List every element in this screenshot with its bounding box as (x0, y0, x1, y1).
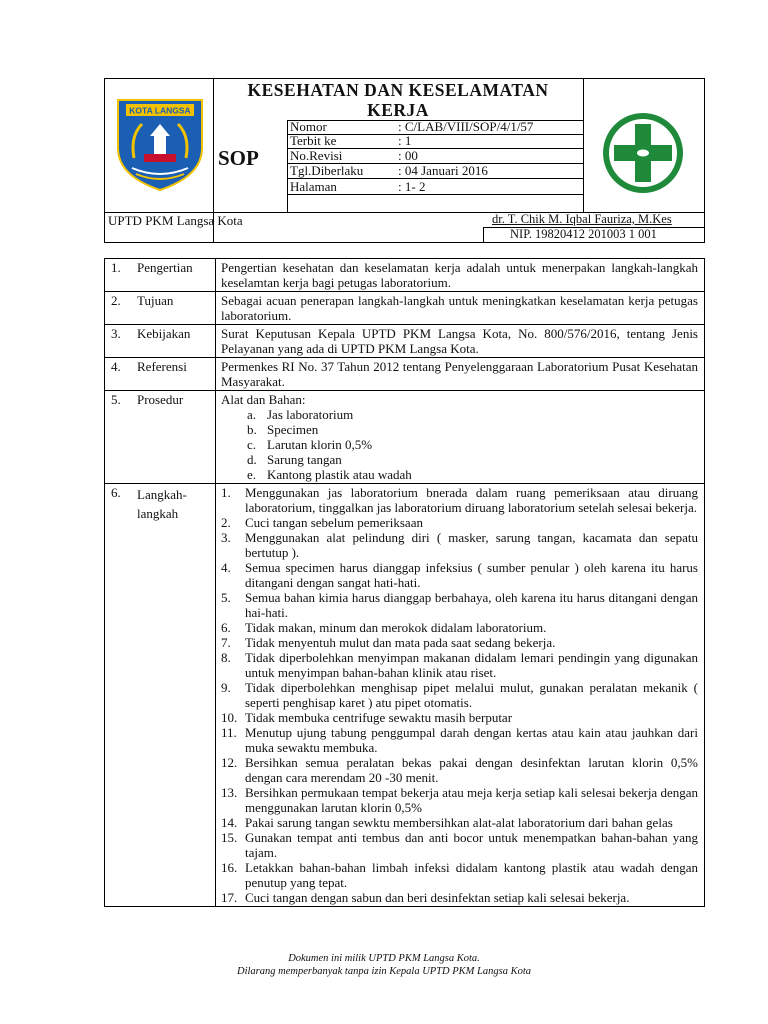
meta-row-tgl (288, 164, 583, 178)
row-referensi (105, 358, 704, 391)
footer-warning: Dilarang memperbanyak tanpa izin Kepala UPTD PKM Langsa Kota (237, 966, 531, 977)
step-number: 15. (221, 830, 238, 845)
row-label (105, 292, 216, 324)
item-text: Larutan klorin 0,5% (267, 437, 373, 452)
row-label-text: Pengertian (137, 260, 193, 275)
step-number: 10. (221, 710, 238, 725)
step-text: Bersihkan permukaan tempat bekerja atau meja kerja setiap kali selesai bekerja dengan menggunakan larutan klorin 0,5% (245, 785, 698, 815)
meta-key: Nomor (290, 119, 327, 134)
material-item (247, 407, 698, 422)
content-table (104, 258, 705, 907)
item-letter: d. (247, 452, 257, 467)
steps-list (221, 485, 698, 905)
row-label (105, 358, 216, 390)
step-text: Semua bahan kimia harus dianggap berbahaya, oleh karena itu harus ditangani dengan hai-hati. (245, 590, 698, 620)
step-number: 13. (221, 785, 238, 800)
row-label-text: Kebijakan (137, 326, 191, 341)
step-item (221, 755, 698, 785)
row-label-text: Prosedur (137, 392, 184, 407)
meta-row-terbit (288, 134, 583, 148)
unit-name: UPTD PKM Langsa Kota (108, 213, 243, 228)
row-number: 6. (111, 485, 121, 500)
item-text: Sarung tangan (267, 452, 342, 467)
step-number: 4. (221, 560, 231, 575)
step-number: 12. (221, 755, 238, 770)
material-item (247, 452, 698, 467)
step-item (221, 485, 698, 515)
sign-divider (483, 227, 484, 243)
item-text: Specimen (267, 422, 319, 437)
step-text: Menggunakan alat pelindung diri ( masker, sarung tangan, kacamata dan sepatu bertutup ). (245, 530, 698, 560)
step-item (221, 620, 698, 635)
step-number: 5. (221, 590, 231, 605)
row-number: 3. (111, 326, 121, 341)
step-number: 1. (221, 485, 231, 500)
step-text: Bersihkan semua peralatan bekas pakai dengan desinfektan larutan klorin 0,5% dengan cara merendam 20 -30 menit. (245, 755, 698, 785)
meta-value: : 00 (398, 148, 418, 163)
row-label (105, 325, 216, 357)
step-text: Tidak diperbolehkan menyimpan makanan didalam lemari pendingin yang digunakan untuk menyimpan bahan-bahan klinik atau riset. (245, 650, 698, 680)
meta-value: : 04 Januari 2016 (398, 163, 488, 178)
item-letter: b. (247, 422, 257, 437)
meta-key: Terbit ke (290, 133, 337, 148)
row-content: Pengertian kesehatan dan keselamatan kerja adalah untuk menerpakan langkah-langkah keselamtan kerja bagi petugas laboratorium. (221, 260, 698, 290)
step-number: 6. (221, 620, 231, 635)
step-item (221, 560, 698, 590)
item-text: Jas laboratorium (267, 407, 354, 422)
step-text: Tidak menyentuh mulut dan mata pada saat sedang bekerja. (245, 635, 556, 650)
step-text: Letakkan bahan-bahan limbah infeksi didalam kantong plastik atau wadah dengan penutup yang tepat. (245, 860, 698, 890)
row-content (216, 484, 704, 906)
meta-row-nomor (288, 120, 583, 134)
step-number: 2. (221, 515, 231, 530)
step-item (221, 815, 698, 830)
logo-label: KOTA LANGSA (129, 105, 191, 116)
item-letter: e. (247, 467, 257, 482)
meta-row-halaman (288, 180, 583, 194)
row-label-text: Langkah-langkah (137, 487, 187, 521)
row-content: Permenkes RI No. 37 Tahun 2012 tentang Penyelenggaraan Laboratorium Pusat Kesehatan Masyarakat. (221, 359, 698, 389)
step-number: 11. (221, 725, 237, 740)
meta-value: : 1- 2 (398, 179, 426, 194)
row-label (105, 391, 216, 483)
meta-row-revisi (288, 149, 583, 163)
step-text: Semua specimen harus dianggap infeksius ( sumber penular ) oleh karena itu harus ditangani dengan sangat hati-hati. (245, 560, 698, 590)
step-item (221, 710, 698, 725)
step-number: 7. (221, 635, 231, 650)
step-item (221, 650, 698, 680)
step-item (221, 515, 698, 530)
meta-key: Tgl.Diberlaku (290, 163, 364, 178)
material-item (247, 467, 698, 482)
step-text: Gunakan tempat anti tembus dan anti bocor untuk menempatkan bahan-bahan yang tajam. (245, 830, 698, 860)
step-text: Tidak diperbolehkan menghisap pipet melalui mulut, gunakan peralatan mekanik ( seperti penghisap karet ) atu pipet otomatis. (245, 680, 698, 710)
step-text: Tidak membuka centrifuge sewaktu masih berputar (245, 710, 513, 725)
title-line-2: KERJA (367, 100, 429, 120)
row-number: 4. (111, 359, 121, 374)
step-item (221, 830, 698, 860)
step-number: 16. (221, 860, 238, 875)
sop-label: SOP (218, 146, 259, 170)
step-item (221, 890, 698, 905)
row-number: 1. (111, 260, 121, 275)
step-number: 9. (221, 680, 231, 695)
step-number: 3. (221, 530, 231, 545)
signer-name: dr. T. Chik M. Iqbal Fauriza, M.Kes (492, 212, 672, 226)
item-letter: c. (247, 437, 257, 452)
row-content (216, 391, 704, 483)
step-text: Cuci tangan sebelum pemeriksaan (245, 515, 423, 530)
step-text: Cuci tangan dengan sabun dan beri desinfektan setiap kali selesai bekerja. (245, 890, 630, 905)
row-label-text: Referensi (137, 359, 187, 374)
material-item (247, 422, 698, 437)
step-item (221, 590, 698, 620)
row-content: Surat Keputusan Kepala UPTD PKM Langsa Kota, No. 800/576/2016, tentang Jenis Pelayanan yang ada di UPTD PKM Langsa Kota. (221, 326, 698, 356)
step-text: Pakai sarung tangan sewktu membersihkan alat-alat laboratorium dari bahan gelas (245, 815, 673, 830)
step-item (221, 530, 698, 560)
step-item (221, 785, 698, 815)
item-letter: a. (247, 407, 257, 422)
step-number: 14. (221, 815, 238, 830)
meta-value: : 1 (398, 133, 412, 148)
step-item (221, 635, 698, 650)
row-langkah (105, 484, 704, 906)
header-divider-right (583, 78, 584, 213)
step-item (221, 725, 698, 755)
meta-key: Halaman (290, 179, 337, 194)
row-label-text: Tujuan (137, 293, 174, 308)
row-number: 5. (111, 392, 121, 407)
signer-nip: NIP. 19820412 201003 1 001 (510, 227, 657, 241)
step-item (221, 680, 698, 710)
row-kebijakan (105, 325, 704, 358)
row-content: Sebagai acuan penerapan langkah-langkah untuk meningkatkan keselamatan kerja petugas laboratorium. (221, 293, 698, 323)
row-prosedur (105, 391, 704, 484)
title-line-1: KESEHATAN DAN KESELAMATAN (247, 80, 549, 100)
meta-line-5 (287, 194, 583, 195)
item-text: Kantong plastik atau wadah (267, 467, 412, 482)
row-label (105, 484, 216, 906)
meta-key: No.Revisi (290, 148, 343, 163)
row-pengertian (105, 259, 704, 292)
document-title (218, 80, 578, 120)
step-number: 8. (221, 650, 231, 665)
step-text: Tidak makan, minum dan merokok didalam laboratorium. (245, 620, 547, 635)
puskesmas-logo (600, 110, 686, 196)
row-label (105, 259, 216, 291)
step-text: Menggunakan jas laboratorium bnerada dalam ruang pemeriksaan atau diruang laboratorium, tinggalkan jas laboratorium diruang laboratorium setelah selesai bekerja. (245, 485, 698, 515)
row-tujuan (105, 292, 704, 325)
row-number: 2. (111, 293, 121, 308)
prosedur-heading: Alat dan Bahan: (221, 392, 306, 407)
step-item (221, 860, 698, 890)
step-text: Menutup ujung tabung penggumpal darah dengan kertas atau kain atau jauhkan dari muka sewaktu membuka. (245, 725, 698, 755)
material-item (247, 437, 698, 452)
step-number: 17. (221, 890, 238, 905)
footer-ownership: Dokumen ini milik UPTD PKM Langsa Kota. (288, 953, 480, 964)
meta-value: : C/LAB/VIII/SOP/4/1/57 (398, 119, 534, 134)
kota-langsa-logo (112, 96, 208, 192)
